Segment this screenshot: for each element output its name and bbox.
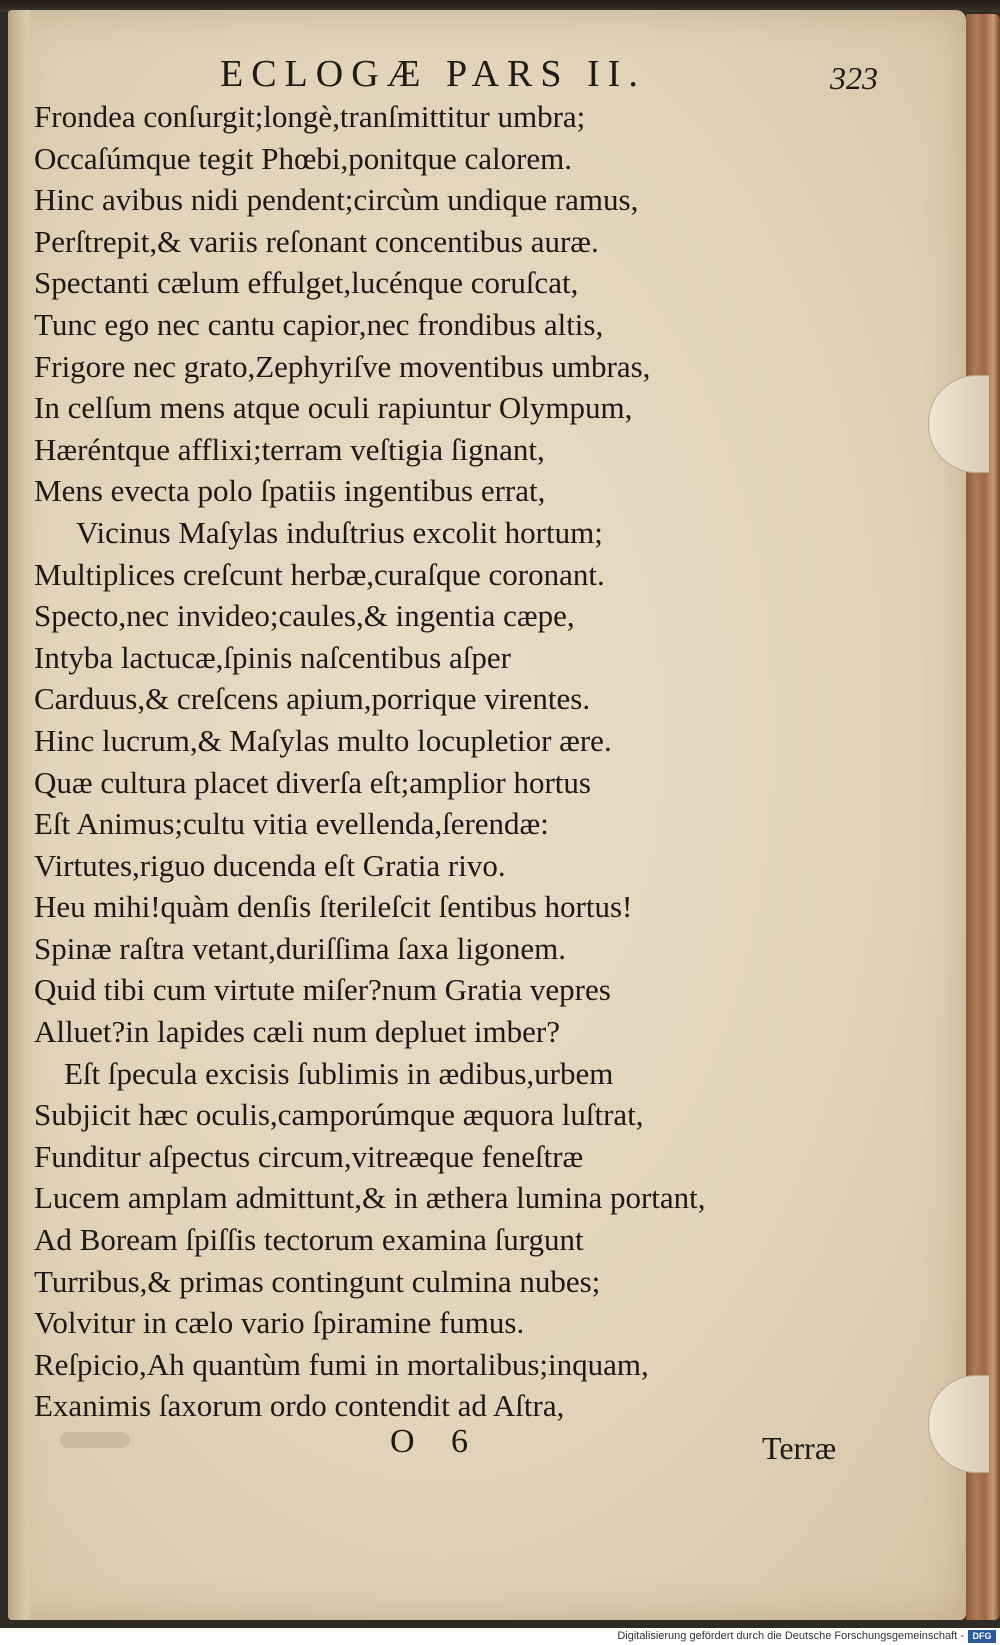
verse-line: Volvitur in cælo vario ſpiramine fumus.	[34, 1305, 525, 1341]
verse-line: Multiplices creſcunt herbæ,curaſque coronant.	[34, 556, 605, 592]
verse-line: Exanimis ſaxorum ordo contendit ad Aſtra,	[34, 1388, 565, 1424]
footer-credit-text: Digitalisierung gefördert durch die Deutsche Forschungsgemeinschaft -	[617, 1630, 964, 1642]
verse-line: Specto,nec invideo;caules,& ingentia cæpe,	[34, 598, 575, 634]
verse-line: Eſt Animus;cultu vitia evellenda,ſerendæ:	[34, 806, 549, 842]
verse-line: Heu mihi!quàm denſis ſterileſcit ſentibus hortus!	[34, 889, 633, 925]
verse-line: Carduus,& creſcens apium,porrique virentes.	[34, 681, 591, 717]
verse-line: Quid tibi cum virtute miſer?num Gratia vepres	[34, 972, 611, 1008]
verse-line: Hinc lucrum,& Maſylas multo locupletior ære.	[34, 722, 612, 758]
verse-line: Eſt ſpecula excisis ſublimis in ædibus,urbem	[64, 1055, 614, 1091]
verse-line: Spinæ raſtra vetant,duriſſima ſaxa ligonem.	[34, 930, 567, 966]
verse-line: Intyba lactucæ,ſpinis naſcentibus aſper	[34, 639, 511, 675]
verse-line: Hæréntque afflixi;terram veſtigia ſignant,	[34, 431, 545, 467]
verse-line: Ad Boream ſpiſſis tectorum examina ſurgunt	[34, 1222, 584, 1258]
verse-line: Hinc avibus nidi pendent;circùm undique ramus,	[34, 182, 639, 218]
verse-text-block	[34, 96, 914, 1427]
verse-line: Occaſúmque tegit Phœbi,ponitque calorem.	[34, 140, 573, 176]
verse-line: Turribus,& primas contingunt culmina nubes;	[34, 1263, 601, 1299]
verse-line: Alluet?in lapides cæli num depluet imber?	[34, 1014, 561, 1050]
verse-line: Subjicit hæc oculis,camporúmque æquora luſtrat,	[34, 1097, 644, 1133]
verse-line: Vicinus Maſylas induſtrius excolit hortum;	[76, 514, 603, 550]
verse-line: Quæ cultura placet diverſa eſt;amplior hortus	[34, 764, 591, 800]
faded-stamp-mark	[60, 1432, 130, 1448]
verse-line: Frigore nec grato,Zephyriſve moventibus umbras,	[34, 348, 651, 384]
verse-line: Lucem amplam admittunt,& in æthera lumina portant,	[34, 1180, 706, 1216]
verse-line: Tunc ego nec cantu capior,nec frondibus altis,	[34, 306, 604, 342]
page-number: 323	[830, 60, 878, 96]
verse-line: Perſtrepit,& variis reſonant concentibus auræ.	[34, 223, 599, 259]
catchword: Terræ	[762, 1430, 837, 1466]
verse-line: In celſum mens atque oculi rapiuntur Olympum,	[34, 390, 633, 426]
signature-mark: O 6	[390, 1423, 483, 1460]
verse-line: Virtutes,riguo ducenda eſt Gratia rivo.	[34, 847, 506, 883]
verse-line: Spectanti cælum effulget,lucénque coruſcat,	[34, 265, 579, 301]
verse-line: Mens evecta polo ſpatiis ingentibus errat,	[34, 473, 546, 509]
verse-line: Reſpicio,Ah quantùm fumi in mortalibus;inquam,	[34, 1346, 649, 1382]
verse-line: Frondea conſurgit;longè,tranſmittitur umbra;	[34, 99, 586, 134]
page-gutter	[8, 10, 34, 1620]
verse-line: Funditur aſpectus circum,vitreæque feneſtræ	[34, 1138, 584, 1174]
dfg-logo: DFG	[968, 1630, 996, 1643]
running-header-title: ECLOGÆ PARS II.	[220, 53, 646, 95]
